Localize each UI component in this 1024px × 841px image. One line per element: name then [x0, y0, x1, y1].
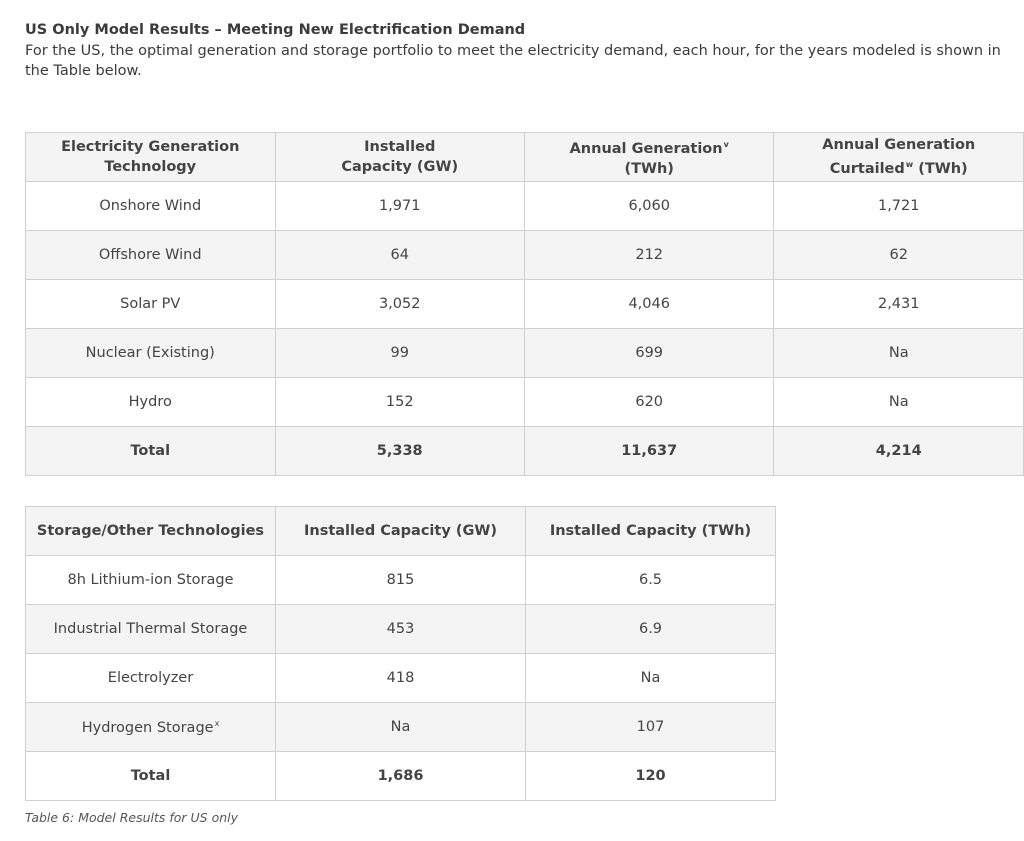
- storage-table: [25, 506, 776, 801]
- cell-curtailed: 1,721: [774, 182, 1024, 231]
- header-curtailed-line1: Annual Generation: [822, 137, 976, 153]
- cell-tech: Offshore Wind: [26, 231, 276, 280]
- table-row: [26, 329, 1024, 378]
- header-generation-line2: (TWh): [624, 161, 674, 177]
- section-heading: US Only Model Results – Meeting New Electrification Demand: [25, 22, 526, 38]
- cell-curtailed: 4,214: [774, 427, 1024, 476]
- generation-table-header-row: [26, 133, 1024, 182]
- cell-capacity: 64: [275, 231, 524, 280]
- header-technology-line2: Technology: [104, 159, 197, 175]
- cell-tech: Total: [26, 427, 276, 476]
- table-caption: Table 6: Model Results for US only: [25, 810, 239, 825]
- table-row: [26, 182, 1024, 231]
- cell-twh: 6.9: [526, 605, 776, 654]
- cell-capacity: 99: [275, 329, 524, 378]
- cell-gw: 418: [276, 654, 526, 703]
- header-annual-curtailed: [774, 133, 1024, 182]
- table-row: [26, 556, 776, 605]
- header-technology-line1: Electricity Generation: [61, 139, 240, 155]
- cell-tech: [26, 605, 276, 654]
- cell-curtailed: Na: [774, 378, 1024, 427]
- table-row: [26, 427, 1024, 476]
- table-row: [26, 703, 776, 752]
- header-storage-technology: Storage/Other Technologies: [26, 507, 276, 556]
- cell-tech: Hydro: [26, 378, 276, 427]
- header-curtailed-line2b: (TWh): [913, 161, 968, 177]
- cell-generation: 699: [524, 329, 774, 378]
- cell-tech-label: Hydrogen Storage: [81, 719, 214, 736]
- table-row: [26, 752, 776, 801]
- header-annual-generation: [524, 133, 774, 182]
- header-storage-twh: Installed Capacity (TWh): [526, 507, 776, 556]
- cell-tech: [26, 703, 276, 752]
- table-row: [26, 280, 1024, 329]
- table-row: [26, 378, 1024, 427]
- cell-tech-label: Electrolyzer: [107, 670, 194, 686]
- cell-twh: 107: [526, 703, 776, 752]
- cell-capacity: 3,052: [275, 280, 524, 329]
- cell-curtailed: Na: [774, 329, 1024, 378]
- cell-tech: [26, 654, 276, 703]
- storage-table-header-row: [26, 507, 776, 556]
- header-generation-line1: Annual Generation: [569, 141, 723, 157]
- header-capacity-line1: Installed: [364, 139, 436, 155]
- cell-generation: 4,046: [524, 280, 774, 329]
- header-installed-capacity: [275, 133, 524, 182]
- intro-paragraph: For the US, the optimal generation and storage portfolio to meet the electricity demand, each hour, for the years modeled is shown in the Table below.: [25, 43, 1001, 79]
- cell-capacity: 5,338: [275, 427, 524, 476]
- cell-generation: 6,060: [524, 182, 774, 231]
- header-storage-gw: Installed Capacity (GW): [276, 507, 526, 556]
- cell-twh: Na: [526, 654, 776, 703]
- cell-generation: 11,637: [524, 427, 774, 476]
- cell-twh: 120: [526, 752, 776, 801]
- cell-gw: 815: [276, 556, 526, 605]
- cell-tech: [26, 556, 276, 605]
- cell-tech: Nuclear (Existing): [26, 329, 276, 378]
- header-curtailed-line2a: Curtailed: [829, 161, 905, 177]
- cell-tech: Onshore Wind: [26, 182, 276, 231]
- cell-gw: 453: [276, 605, 526, 654]
- cell-gw: Na: [276, 703, 526, 752]
- table-row: [26, 231, 1024, 280]
- header-capacity-line2: Capacity (GW): [341, 159, 459, 175]
- cell-tech-label: Industrial Thermal Storage: [53, 621, 248, 637]
- cell-tech-label: Total: [130, 768, 171, 784]
- cell-generation: 620: [524, 378, 774, 427]
- generation-table: [25, 132, 1024, 476]
- cell-tech: Solar PV: [26, 280, 276, 329]
- cell-tech-label: 8h Lithium-ion Storage: [67, 572, 234, 588]
- cell-twh: 6.5: [526, 556, 776, 605]
- footnote-marker-w: w: [905, 160, 914, 169]
- cell-capacity: 152: [275, 378, 524, 427]
- table-row: [26, 605, 776, 654]
- cell-curtailed: 62: [774, 231, 1024, 280]
- header-technology: [26, 133, 276, 182]
- footnote-marker-x: x: [214, 718, 220, 728]
- table-row: [26, 654, 776, 703]
- cell-tech: [26, 752, 276, 801]
- footnote-marker-v: v: [723, 140, 729, 149]
- cell-gw: 1,686: [276, 752, 526, 801]
- cell-capacity: 1,971: [275, 182, 524, 231]
- cell-curtailed: 2,431: [774, 280, 1024, 329]
- cell-generation: 212: [524, 231, 774, 280]
